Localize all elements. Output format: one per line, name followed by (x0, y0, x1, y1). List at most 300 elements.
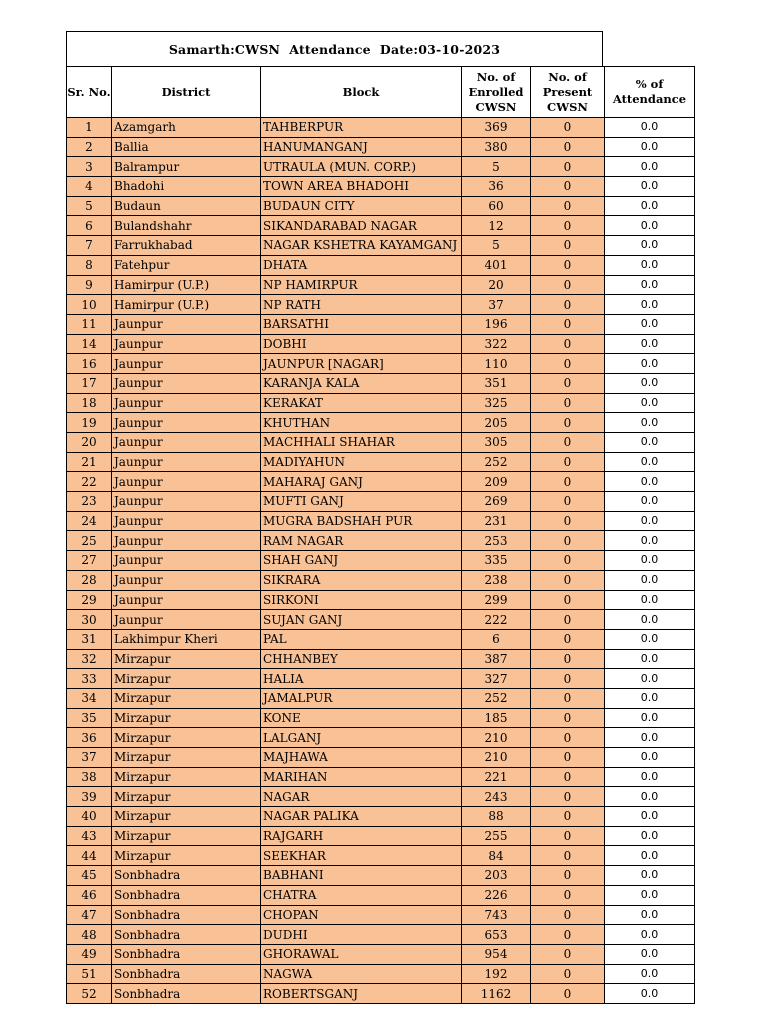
cell-attendance: 0.0 (605, 688, 695, 708)
cell-block: KONE (261, 708, 462, 728)
cell-district: Ballia (112, 137, 261, 157)
cell-sr-no: 3 (67, 157, 112, 177)
header-row (67, 67, 695, 118)
header-present: No. of Present CWSN (531, 67, 605, 118)
cell-enrolled: 1162 (462, 984, 531, 1004)
table-row (67, 728, 695, 748)
cell-enrolled: 238 (462, 570, 531, 590)
cell-attendance: 0.0 (605, 590, 695, 610)
cell-district: Mirzapur (112, 807, 261, 827)
cell-enrolled: 226 (462, 885, 531, 905)
cell-block: MARIHAN (261, 767, 462, 787)
cell-present: 0 (531, 118, 605, 138)
cell-present: 0 (531, 373, 605, 393)
cell-attendance: 0.0 (605, 275, 695, 295)
table-row (67, 905, 695, 925)
cell-district: Sonbhadra (112, 885, 261, 905)
cell-enrolled: 252 (462, 452, 531, 472)
cell-district: Jaunpur (112, 314, 261, 334)
table-row (67, 629, 695, 649)
cell-enrolled: 243 (462, 787, 531, 807)
cell-enrolled: 12 (462, 216, 531, 236)
cell-attendance: 0.0 (605, 452, 695, 472)
cell-district: Mirzapur (112, 748, 261, 768)
cell-enrolled: 20 (462, 275, 531, 295)
cell-block: MAHARAJ GANJ (261, 472, 462, 492)
cell-attendance: 0.0 (605, 354, 695, 374)
table-row (67, 334, 695, 354)
cell-enrolled: 325 (462, 393, 531, 413)
cell-present: 0 (531, 452, 605, 472)
attendance-table (66, 66, 695, 1004)
cell-present: 0 (531, 944, 605, 964)
cell-district: Sonbhadra (112, 984, 261, 1004)
cell-district: Jaunpur (112, 472, 261, 492)
cell-attendance: 0.0 (605, 196, 695, 216)
cell-attendance: 0.0 (605, 669, 695, 689)
cell-attendance: 0.0 (605, 846, 695, 866)
cell-block: CHOPAN (261, 905, 462, 925)
cell-block: NP HAMIRPUR (261, 275, 462, 295)
cell-present: 0 (531, 669, 605, 689)
cell-present: 0 (531, 492, 605, 512)
table-row (67, 570, 695, 590)
cell-attendance: 0.0 (605, 610, 695, 630)
cell-sr-no: 19 (67, 413, 112, 433)
table-row (67, 590, 695, 610)
cell-attendance: 0.0 (605, 216, 695, 236)
header-sr-no: Sr. No. (67, 67, 112, 118)
cell-enrolled: 37 (462, 295, 531, 315)
table-row (67, 255, 695, 275)
cell-present: 0 (531, 472, 605, 492)
cell-present: 0 (531, 787, 605, 807)
report-title: Samarth:CWSN Attendance Date:03-10-2023 (66, 31, 603, 66)
cell-district: Jaunpur (112, 610, 261, 630)
cell-sr-no: 20 (67, 433, 112, 453)
cell-attendance: 0.0 (605, 905, 695, 925)
cell-present: 0 (531, 255, 605, 275)
cell-attendance: 0.0 (605, 984, 695, 1004)
cell-present: 0 (531, 137, 605, 157)
cell-present: 0 (531, 511, 605, 531)
cell-district: Mirzapur (112, 846, 261, 866)
cell-attendance: 0.0 (605, 767, 695, 787)
cell-enrolled: 209 (462, 472, 531, 492)
table-body (67, 118, 695, 1004)
header-district: District (112, 67, 261, 118)
table-row (67, 492, 695, 512)
cell-attendance: 0.0 (605, 826, 695, 846)
cell-enrolled: 221 (462, 767, 531, 787)
cell-sr-no: 51 (67, 964, 112, 984)
table-row (67, 649, 695, 669)
cell-sr-no: 18 (67, 393, 112, 413)
table-row (67, 885, 695, 905)
cell-block: HANUMANGANJ (261, 137, 462, 157)
cell-enrolled: 5 (462, 236, 531, 256)
table-row (67, 866, 695, 886)
table-row (67, 531, 695, 551)
cell-enrolled: 203 (462, 866, 531, 886)
cell-attendance: 0.0 (605, 393, 695, 413)
table-row (67, 137, 695, 157)
cell-present: 0 (531, 393, 605, 413)
cell-present: 0 (531, 866, 605, 886)
cell-attendance: 0.0 (605, 373, 695, 393)
table-row (67, 216, 695, 236)
cell-present: 0 (531, 295, 605, 315)
cell-enrolled: 36 (462, 177, 531, 197)
cell-attendance: 0.0 (605, 137, 695, 157)
cell-present: 0 (531, 649, 605, 669)
cell-enrolled: 6 (462, 629, 531, 649)
cell-district: Jaunpur (112, 551, 261, 571)
table-row (67, 452, 695, 472)
cell-block: RAJGARH (261, 826, 462, 846)
cell-enrolled: 222 (462, 610, 531, 630)
cell-sr-no: 9 (67, 275, 112, 295)
cell-district: Mirzapur (112, 649, 261, 669)
table-row (67, 551, 695, 571)
cell-present: 0 (531, 767, 605, 787)
cell-attendance: 0.0 (605, 708, 695, 728)
table-row (67, 314, 695, 334)
cell-enrolled: 205 (462, 413, 531, 433)
table-row (67, 472, 695, 492)
cell-attendance: 0.0 (605, 748, 695, 768)
cell-sr-no: 48 (67, 925, 112, 945)
attendance-sheet (66, 31, 694, 1004)
table-row (67, 295, 695, 315)
cell-present: 0 (531, 590, 605, 610)
cell-sr-no: 35 (67, 708, 112, 728)
cell-sr-no: 46 (67, 885, 112, 905)
table-row (67, 807, 695, 827)
cell-sr-no: 47 (67, 905, 112, 925)
cell-block: SIRKONI (261, 590, 462, 610)
cell-enrolled: 322 (462, 334, 531, 354)
cell-attendance: 0.0 (605, 314, 695, 334)
table-row (67, 846, 695, 866)
cell-present: 0 (531, 413, 605, 433)
header-enrolled: No. of Enrolled CWSN (462, 67, 531, 118)
cell-enrolled: 60 (462, 196, 531, 216)
cell-present: 0 (531, 846, 605, 866)
cell-district: Jaunpur (112, 334, 261, 354)
cell-sr-no: 29 (67, 590, 112, 610)
table-row (67, 433, 695, 453)
cell-block: UTRAULA (MUN. CORP.) (261, 157, 462, 177)
cell-sr-no: 10 (67, 295, 112, 315)
cell-present: 0 (531, 688, 605, 708)
table-row (67, 196, 695, 216)
cell-attendance: 0.0 (605, 629, 695, 649)
cell-attendance: 0.0 (605, 118, 695, 138)
cell-block: NAGAR KSHETRA KAYAMGANJ (261, 236, 462, 256)
cell-block: BUDAUN CITY (261, 196, 462, 216)
cell-sr-no: 22 (67, 472, 112, 492)
cell-district: Jaunpur (112, 452, 261, 472)
cell-sr-no: 8 (67, 255, 112, 275)
cell-attendance: 0.0 (605, 925, 695, 945)
cell-district: Mirzapur (112, 787, 261, 807)
cell-enrolled: 387 (462, 649, 531, 669)
cell-district: Jaunpur (112, 433, 261, 453)
cell-block: JAUNPUR [NAGAR] (261, 354, 462, 374)
cell-attendance: 0.0 (605, 511, 695, 531)
cell-district: Hamirpur (U.P.) (112, 295, 261, 315)
cell-attendance: 0.0 (605, 570, 695, 590)
table-row (67, 610, 695, 630)
cell-district: Balrampur (112, 157, 261, 177)
cell-block: SIKRARA (261, 570, 462, 590)
cell-sr-no: 17 (67, 373, 112, 393)
cell-district: Jaunpur (112, 413, 261, 433)
table-row (67, 393, 695, 413)
cell-sr-no: 36 (67, 728, 112, 748)
cell-district: Jaunpur (112, 531, 261, 551)
cell-district: Mirzapur (112, 708, 261, 728)
table-row (67, 669, 695, 689)
table-row (67, 767, 695, 787)
table-row (67, 708, 695, 728)
cell-attendance: 0.0 (605, 787, 695, 807)
cell-sr-no: 31 (67, 629, 112, 649)
cell-sr-no: 28 (67, 570, 112, 590)
cell-district: Jaunpur (112, 570, 261, 590)
cell-sr-no: 43 (67, 826, 112, 846)
cell-district: Sonbhadra (112, 944, 261, 964)
cell-block: TOWN AREA BHADOHI (261, 177, 462, 197)
cell-block: MUFTI GANJ (261, 492, 462, 512)
cell-sr-no: 14 (67, 334, 112, 354)
cell-sr-no: 23 (67, 492, 112, 512)
cell-attendance: 0.0 (605, 531, 695, 551)
cell-district: Jaunpur (112, 393, 261, 413)
cell-enrolled: 269 (462, 492, 531, 512)
cell-present: 0 (531, 610, 605, 630)
cell-present: 0 (531, 551, 605, 571)
cell-sr-no: 39 (67, 787, 112, 807)
cell-sr-no: 33 (67, 669, 112, 689)
cell-district: Mirzapur (112, 728, 261, 748)
cell-district: Bulandshahr (112, 216, 261, 236)
cell-block: ROBERTSGANJ (261, 984, 462, 1004)
cell-present: 0 (531, 826, 605, 846)
cell-block: MACHHALI SHAHAR (261, 433, 462, 453)
cell-district: Lakhimpur Kheri (112, 629, 261, 649)
header-attendance: % of Attendance (605, 67, 695, 118)
cell-block: MAJHAWA (261, 748, 462, 768)
cell-enrolled: 255 (462, 826, 531, 846)
cell-district: Mirzapur (112, 688, 261, 708)
cell-sr-no: 27 (67, 551, 112, 571)
cell-present: 0 (531, 629, 605, 649)
cell-block: KARANJA KALA (261, 373, 462, 393)
cell-attendance: 0.0 (605, 944, 695, 964)
cell-enrolled: 380 (462, 137, 531, 157)
cell-present: 0 (531, 708, 605, 728)
cell-sr-no: 32 (67, 649, 112, 669)
cell-sr-no: 7 (67, 236, 112, 256)
cell-block: GHORAWAL (261, 944, 462, 964)
cell-sr-no: 45 (67, 866, 112, 886)
cell-block: SEEKHAR (261, 846, 462, 866)
cell-present: 0 (531, 964, 605, 984)
table-row (67, 354, 695, 374)
cell-sr-no: 49 (67, 944, 112, 964)
table-row (67, 373, 695, 393)
cell-block: CHATRA (261, 885, 462, 905)
cell-enrolled: 335 (462, 551, 531, 571)
cell-attendance: 0.0 (605, 413, 695, 433)
table-row (67, 275, 695, 295)
table-row (67, 944, 695, 964)
table-row (67, 177, 695, 197)
cell-enrolled: 305 (462, 433, 531, 453)
cell-sr-no: 30 (67, 610, 112, 630)
cell-sr-no: 4 (67, 177, 112, 197)
cell-attendance: 0.0 (605, 649, 695, 669)
table-row (67, 984, 695, 1004)
cell-district: Mirzapur (112, 767, 261, 787)
cell-present: 0 (531, 433, 605, 453)
cell-present: 0 (531, 334, 605, 354)
cell-district: Jaunpur (112, 373, 261, 393)
cell-present: 0 (531, 905, 605, 925)
cell-district: Jaunpur (112, 492, 261, 512)
cell-attendance: 0.0 (605, 236, 695, 256)
cell-sr-no: 52 (67, 984, 112, 1004)
cell-enrolled: 88 (462, 807, 531, 827)
cell-enrolled: 196 (462, 314, 531, 334)
cell-district: Azamgarh (112, 118, 261, 138)
table-row (67, 236, 695, 256)
cell-block: LALGANJ (261, 728, 462, 748)
cell-sr-no: 6 (67, 216, 112, 236)
cell-enrolled: 5 (462, 157, 531, 177)
table-row (67, 964, 695, 984)
cell-enrolled: 252 (462, 688, 531, 708)
cell-district: Fatehpur (112, 255, 261, 275)
cell-block: BABHANI (261, 866, 462, 886)
cell-present: 0 (531, 925, 605, 945)
cell-present: 0 (531, 531, 605, 551)
cell-attendance: 0.0 (605, 433, 695, 453)
cell-district: Bhadohi (112, 177, 261, 197)
cell-present: 0 (531, 885, 605, 905)
table-row (67, 413, 695, 433)
cell-block: RAM NAGAR (261, 531, 462, 551)
cell-present: 0 (531, 314, 605, 334)
cell-attendance: 0.0 (605, 866, 695, 886)
cell-sr-no: 25 (67, 531, 112, 551)
cell-sr-no: 21 (67, 452, 112, 472)
table-row (67, 826, 695, 846)
cell-attendance: 0.0 (605, 492, 695, 512)
cell-block: MUGRA BADSHAH PUR (261, 511, 462, 531)
cell-attendance: 0.0 (605, 177, 695, 197)
cell-block: JAMALPUR (261, 688, 462, 708)
cell-enrolled: 110 (462, 354, 531, 374)
table-row (67, 118, 695, 138)
cell-sr-no: 1 (67, 118, 112, 138)
cell-sr-no: 11 (67, 314, 112, 334)
cell-block: NAGAR (261, 787, 462, 807)
cell-block: SUJAN GANJ (261, 610, 462, 630)
cell-enrolled: 351 (462, 373, 531, 393)
cell-district: Hamirpur (U.P.) (112, 275, 261, 295)
cell-sr-no: 34 (67, 688, 112, 708)
cell-block: PAL (261, 629, 462, 649)
cell-enrolled: 369 (462, 118, 531, 138)
cell-block: DOBHI (261, 334, 462, 354)
cell-block: CHHANBEY (261, 649, 462, 669)
table-row (67, 511, 695, 531)
cell-block: MADIYAHUN (261, 452, 462, 472)
cell-present: 0 (531, 984, 605, 1004)
cell-enrolled: 192 (462, 964, 531, 984)
cell-enrolled: 253 (462, 531, 531, 551)
cell-district: Sonbhadra (112, 925, 261, 945)
cell-sr-no: 37 (67, 748, 112, 768)
cell-block: TAHBERPUR (261, 118, 462, 138)
cell-district: Farrukhabad (112, 236, 261, 256)
cell-attendance: 0.0 (605, 885, 695, 905)
table-row (67, 157, 695, 177)
cell-enrolled: 231 (462, 511, 531, 531)
cell-present: 0 (531, 728, 605, 748)
table-row (67, 748, 695, 768)
cell-attendance: 0.0 (605, 728, 695, 748)
cell-present: 0 (531, 275, 605, 295)
cell-present: 0 (531, 196, 605, 216)
cell-present: 0 (531, 807, 605, 827)
cell-attendance: 0.0 (605, 807, 695, 827)
cell-enrolled: 653 (462, 925, 531, 945)
cell-block: HALIA (261, 669, 462, 689)
cell-attendance: 0.0 (605, 295, 695, 315)
cell-sr-no: 24 (67, 511, 112, 531)
cell-enrolled: 954 (462, 944, 531, 964)
cell-enrolled: 210 (462, 728, 531, 748)
cell-district: Sonbhadra (112, 964, 261, 984)
cell-enrolled: 327 (462, 669, 531, 689)
header-block: Block (261, 67, 462, 118)
cell-sr-no: 5 (67, 196, 112, 216)
cell-block: NP RATH (261, 295, 462, 315)
cell-present: 0 (531, 177, 605, 197)
cell-sr-no: 40 (67, 807, 112, 827)
cell-sr-no: 38 (67, 767, 112, 787)
cell-district: Jaunpur (112, 354, 261, 374)
cell-district: Sonbhadra (112, 905, 261, 925)
cell-attendance: 0.0 (605, 255, 695, 275)
cell-block: NAGAR PALIKA (261, 807, 462, 827)
cell-district: Budaun (112, 196, 261, 216)
cell-district: Mirzapur (112, 826, 261, 846)
cell-present: 0 (531, 570, 605, 590)
cell-block: NAGWA (261, 964, 462, 984)
cell-enrolled: 743 (462, 905, 531, 925)
cell-present: 0 (531, 236, 605, 256)
cell-present: 0 (531, 354, 605, 374)
cell-enrolled: 84 (462, 846, 531, 866)
cell-district: Jaunpur (112, 511, 261, 531)
cell-district: Sonbhadra (112, 866, 261, 886)
cell-enrolled: 210 (462, 748, 531, 768)
